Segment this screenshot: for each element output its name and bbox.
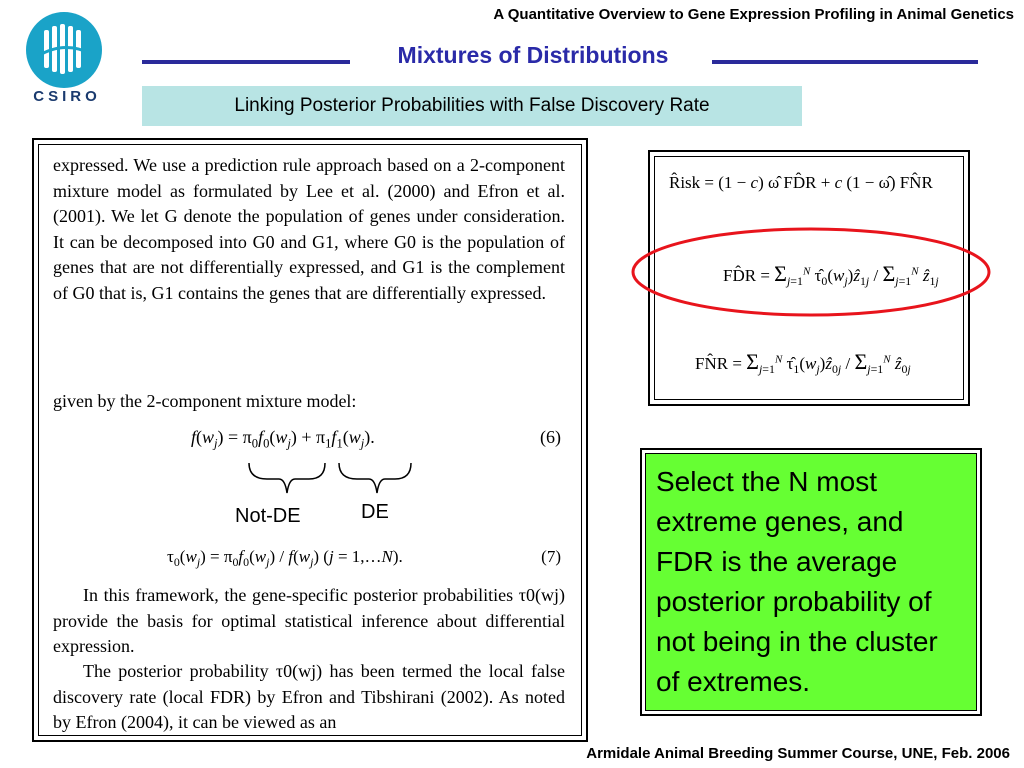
fnr-formula: FN̂R = $\Sigma_{j=1}^N$ $\taû_1(w_j)ẑ_{0j} / \Sigma_{j=1}^N$ ẑ$_{0j}$	[695, 349, 911, 377]
paper-excerpt-panel	[32, 138, 588, 742]
excerpt-paragraph-1: expressed. We use a prediction rule approach based on a 2-component mixture model as formulated by Lee et al. (2000) and Efron et al. (2001). We let G denote the population of genes under consideration. It can be decomposed into G0 and G1, where G0 is the population of genes that are not differentially expressed, and G1 is the complement of G0 that is, G1 contains the genes that are differentially expressed.	[53, 155, 565, 303]
presentation-subtitle: A Quantitative Overview to Gene Expression Profiling in Animal Genetics	[493, 6, 1014, 23]
brace-annotations	[239, 461, 429, 501]
equation-6-number: (6)	[540, 427, 561, 447]
excerpt-paragraph-3: In this framework, the gene-specific posterior probabilities τ0(wj) provide the basis for optimal statistical inference about differential expression.	[53, 585, 565, 656]
callout-note-panel	[640, 448, 982, 716]
paper-excerpt-frame	[38, 144, 582, 736]
de-label: DE	[361, 501, 389, 523]
slide-title: Mixtures of Distributions	[397, 42, 669, 68]
slide-subheading: Linking Posterior Probabilities with False Discovery Rate	[142, 86, 802, 126]
not-de-label: Not-DE	[235, 505, 301, 527]
equation-6	[191, 427, 561, 451]
title-rule-right	[712, 60, 978, 64]
slide-footer: Armidale Animal Breeding Summer Course, UNE, Feb. 2006	[586, 745, 1010, 762]
title-rule-left	[142, 60, 350, 64]
equation-7-formula: $\tau_0(w_j) = \pi_0f_0(w_j) / f(w_j) (j$ = 1,…N).	[167, 547, 403, 570]
equation-7-number: (7)	[541, 547, 561, 566]
logo-wordmark: CSIRO	[33, 88, 101, 105]
excerpt-paragraph-4: The posterior probability τ0(wj) has been termed the local false discovery rate (local FDR) by Efron and Tibshirani (2002). As noted by Efron (2004), it can be viewed as an	[53, 661, 565, 732]
equation-7	[167, 547, 561, 570]
fdr-formula: FD̂R = $\Sigma_{j=1}^N$ $\taû_0(w_j)ẑ_{1j} / \Sigma_{j=1}^N$ ẑ$_{1j}$	[723, 261, 939, 289]
equation-6-formula: $f(w_j) = \pi_0f_0(w_j) + \pi_1f_1(w_j)$.	[191, 427, 375, 451]
risk-formula: R̂isk = (1 − c) ω̂ FD̂R + c (1 − ω̂) FN̂R	[669, 173, 933, 192]
callout-note-text: Select the N most extreme genes, and FDR is the average posterior probability of not being in the cluster of extremes.	[645, 453, 977, 711]
excerpt-paragraph-2: given by the 2-component mixture model:	[53, 391, 357, 411]
highlight-ellipse	[630, 226, 992, 318]
